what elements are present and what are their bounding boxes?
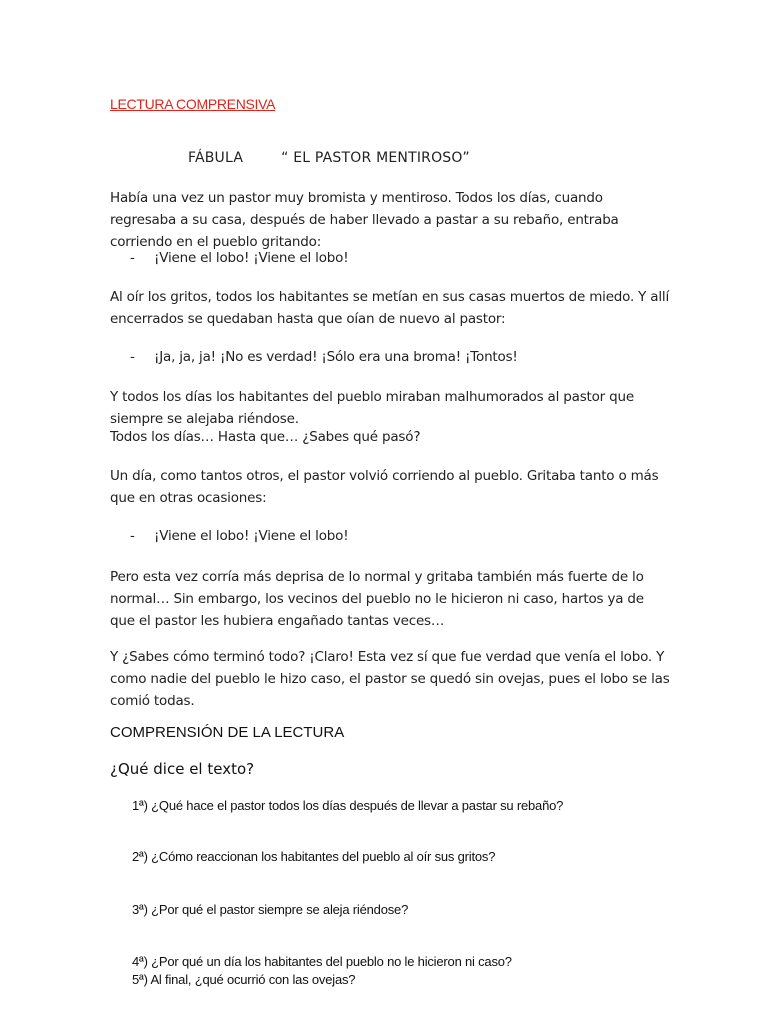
subsection-title: ¿Qué dice el texto? [110,760,255,778]
question-4: 4ª) ¿Por qué un día los habitantes del pueblo no le hicieron ni caso? [132,954,512,969]
question-1: 1ª) ¿Qué hace el pastor todos los días después de llevar a pastar su rebaño? [132,798,564,813]
bullet-dash: - [130,250,135,266]
paragraph-6: Pero esta vez corría más deprisa de lo normal y gritaba también más fuerte de lo normal… Sin embargo, los vecinos del pueblo no le hicieron ni caso, hartos ya de que el pastor les hubiera engañado tantas veces… [110,569,644,629]
bullet-dash: - [130,349,135,365]
dialogue-bullet-3 [130,525,348,547]
question-3: 3ª) ¿Por qué el pastor siempre se aleja riéndose? [132,902,409,917]
question-2: 2ª) ¿Cómo reaccionan los habitantes del pueblo al oír sus gritos? [132,849,496,864]
fable-name: “ EL PASTOR MENTIROSO” [281,150,470,166]
section-title: COMPRENSIÓN DE LA LECTURA [110,724,345,741]
paragraph-2: Al oír los gritos, todos los habitantes se metían en sus casas muertos de miedo. Y allí encerrados se quedaban hasta que oían de nuevo al pastor: [110,289,670,327]
paragraph-1: Había una vez un pastor muy bromista y mentiroso. Todos los días, cuando regresaba a su casa, después de haber llevado a pastar a su rebaño, entraba corriendo en el pueblo gritando: [110,190,619,250]
paragraph-3: Y todos los días los habitantes del pueblo miraban malhumorados al pastor que siempre se alejaba riéndose. [110,389,634,427]
bullet-dash: - [130,528,135,544]
dialogue-bullet-1 [130,247,348,269]
dialogue-text: ¡Viene el lobo! ¡Viene el lobo! [154,250,349,266]
dialogue-bullet-2 [130,346,518,368]
dialogue-text: ¡Ja, ja, ja! ¡No es verdad! ¡Sólo era una broma! ¡Tontos! [154,349,518,365]
dialogue-text: ¡Viene el lobo! ¡Viene el lobo! [154,528,349,544]
paragraph-7: Y ¿Sabes cómo terminó todo? ¡Claro! Esta vez sí que fue verdad que venía el lobo. Y como nadie del pueblo le hizo caso, el pastor se quedó sin ovejas, pues el lobo se las comió todas. [110,649,670,709]
fable-label: FÁBULA [188,150,244,166]
question-5: 5ª) Al final, ¿qué ocurrió con las ovejas? [132,972,356,987]
worksheet-heading: LECTURA COMPRENSIVA [110,96,276,112]
fable-title [188,150,470,166]
paragraph-4: Todos los días… Hasta que… ¿Sabes qué pasó? [110,429,421,445]
paragraph-5: Un día, como tantos otros, el pastor volvió corriendo al pueblo. Gritaba tanto o más que en otras ocasiones: [110,468,659,506]
